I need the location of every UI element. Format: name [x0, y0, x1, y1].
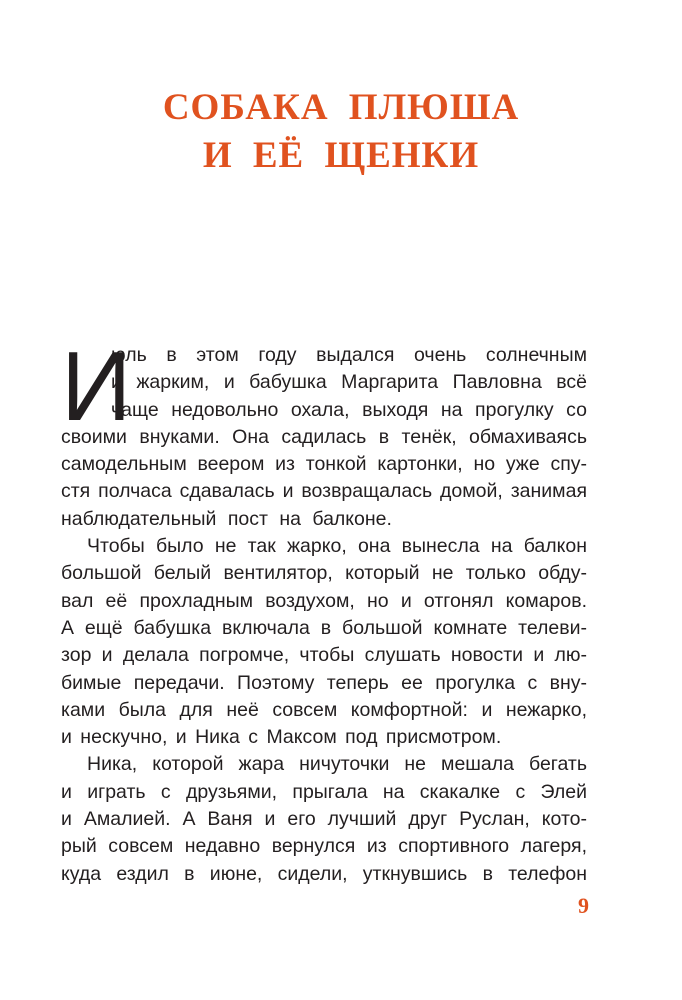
drop-cap: И	[61, 331, 132, 441]
text-line: большой белый вентилятор, который не только обду-	[61, 562, 587, 585]
text-line: куда ездил в июне, сидели, уткнувшись в телефон	[61, 862, 587, 885]
text-line: Ника, которой жара ничуточки не мешала бегать	[87, 753, 587, 776]
text-line: и Амалией. А Ваня и его лучший друг Руслан, кото-	[61, 808, 587, 831]
text-line: бимые передачи. Поэтому теперь ее прогулка с вну-	[61, 671, 587, 694]
text-line: своими внуками. Она садилась в тенёк, обмахиваясь	[61, 425, 587, 448]
text-line: и нескучно, и Ника с Максом под присмотром.	[61, 726, 502, 749]
chapter-title-line-1: СОБАКА ПЛЮША	[162, 87, 520, 128]
paragraph-1	[61, 331, 587, 533]
text-line: чаще недовольно охала, выходя на прогулку со	[111, 398, 587, 421]
text-line: ками была для неё совсем комфортной: и нежарко,	[61, 698, 587, 721]
paragraph-2	[61, 533, 587, 751]
text-line: стя полчаса сдавалась и возвращалась домой, занимая	[61, 480, 587, 503]
text-line: Чтобы было не так жарко, она вынесла на балкон	[87, 535, 587, 558]
text-line: и жарким, и бабушка Маргарита Павловна всё	[111, 371, 587, 394]
text-line: вал её прохладным воздухом, но и отгонял комаров.	[61, 589, 587, 612]
text-line: А ещё бабушка включала в большой комнате телеви-	[61, 616, 587, 639]
text-line: юль в этом году выдался очень солнечным	[111, 344, 587, 366]
text-line: самодельным веером из тонкой картонки, но уже спу-	[61, 453, 587, 476]
body-text	[61, 331, 587, 888]
paragraph-3	[61, 751, 587, 887]
chapter-title	[0, 84, 682, 180]
text-line: зор и делала погромче, чтобы слушать новости и лю-	[61, 644, 587, 667]
text-line: рый совсем недавно вернулся из спортивного лагеря,	[61, 835, 587, 858]
text-line: и играть с друзьями, прыгала на скакалке с Элей	[61, 780, 587, 803]
text-line: наблюдательный пост на балконе.	[61, 507, 392, 530]
page-number: 9	[578, 893, 589, 918]
chapter-title-line-2: И ЕЁ ЩЕНКИ	[202, 135, 480, 176]
